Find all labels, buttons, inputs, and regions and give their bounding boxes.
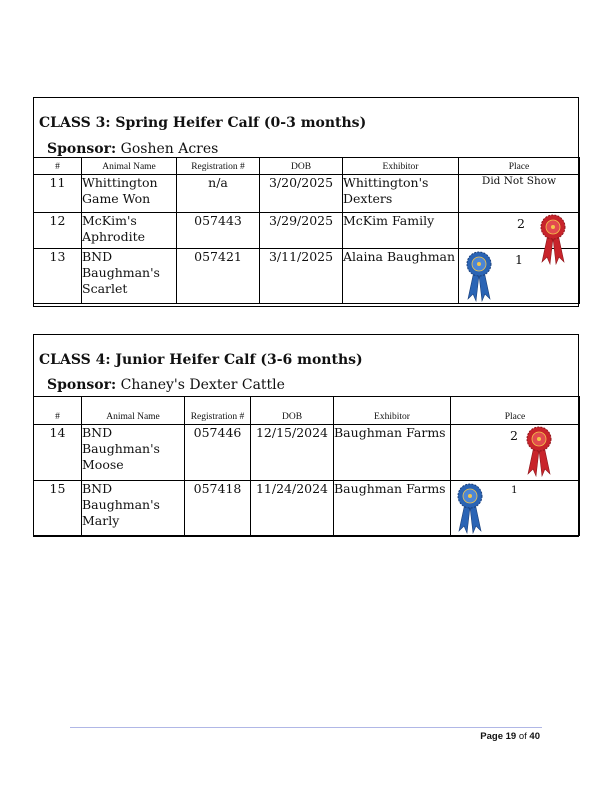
class-3-sponsor — [47, 141, 218, 157]
exhibitor: Baughman Farms — [334, 425, 451, 481]
class-4-sponsor — [47, 377, 285, 393]
header-num: # — [34, 158, 82, 175]
page-label: Page — [480, 731, 503, 742]
header-exhibitor: Exhibitor — [334, 397, 451, 425]
animal-name: BND Baughman's Marly — [82, 481, 185, 536]
place-cell — [451, 481, 580, 536]
table-row — [34, 249, 580, 304]
entry-num: 15 — [34, 481, 82, 536]
class-3-section — [33, 97, 579, 307]
table-row — [34, 425, 580, 481]
registration: n/a — [177, 175, 260, 213]
header-animal: Animal Name — [82, 397, 185, 425]
page-total: 40 — [529, 731, 540, 742]
registration: 057421 — [177, 249, 260, 304]
table-row — [34, 213, 580, 249]
class-4-table — [33, 396, 580, 536]
entry-num: 14 — [34, 425, 82, 481]
exhibitor: Alaina Baughman — [343, 249, 459, 304]
sponsor-label: Sponsor: — [47, 141, 117, 157]
animal-name: BND Baughman's Scarlet — [82, 249, 177, 304]
table-row — [34, 481, 580, 536]
header-num: # — [34, 397, 82, 425]
page-current: 19 — [505, 731, 517, 742]
red-ribbon-icon — [525, 426, 553, 478]
class-3-table — [33, 157, 580, 304]
exhibitor: McKim Family — [343, 213, 459, 249]
registration: 057446 — [185, 425, 251, 481]
table-row — [34, 175, 580, 213]
place: 2 — [517, 216, 525, 231]
header-reg: Registration # — [177, 158, 260, 175]
exhibitor: Baughman Farms — [334, 481, 451, 536]
animal-name: BND Baughman's Moose — [82, 425, 185, 481]
sponsor-name: Chaney's Dexter Cattle — [120, 377, 285, 393]
place: 1 — [511, 484, 518, 496]
dob: 12/15/2024 — [251, 425, 334, 481]
class-4-title: CLASS 4: Junior Heifer Calf (3-6 months) — [39, 352, 363, 368]
header-place: Place — [459, 158, 580, 175]
header-animal: Animal Name — [82, 158, 177, 175]
dob: 3/29/2025 — [260, 213, 343, 249]
header-reg: Registration # — [185, 397, 251, 425]
entry-num: 12 — [34, 213, 82, 249]
sponsor-label: Sponsor: — [47, 377, 117, 393]
registration: 057418 — [185, 481, 251, 536]
entry-num: 11 — [34, 175, 82, 213]
dob: 3/11/2025 — [260, 249, 343, 304]
place: 2 — [510, 428, 518, 443]
sponsor-name: Goshen Acres — [120, 141, 219, 157]
place-cell — [459, 249, 580, 304]
dob: 11/24/2024 — [251, 481, 334, 536]
place: Did Not Show — [459, 175, 580, 213]
entry-num: 13 — [34, 249, 82, 304]
animal-name: Whittington Game Won — [82, 175, 177, 213]
header-exhibitor: Exhibitor — [343, 158, 459, 175]
place-cell — [451, 425, 580, 481]
header-dob: DOB — [251, 397, 334, 425]
blue-ribbon-icon — [456, 483, 484, 535]
blue-ribbon-icon — [465, 251, 493, 303]
of-label: of — [518, 731, 527, 742]
header-place: Place — [451, 397, 580, 425]
dob: 3/20/2025 — [260, 175, 343, 213]
page-number — [480, 731, 540, 742]
place: 1 — [515, 252, 523, 267]
registration: 057443 — [177, 213, 260, 249]
header-dob: DOB — [260, 158, 343, 175]
exhibitor: Whittington's Dexters — [343, 175, 459, 213]
footer-divider — [70, 727, 542, 728]
class-3-title: CLASS 3: Spring Heifer Calf (0-3 months) — [39, 115, 367, 131]
animal-name: McKim's Aphrodite — [82, 213, 177, 249]
class-4-section — [33, 334, 579, 537]
place-cell — [459, 213, 580, 249]
